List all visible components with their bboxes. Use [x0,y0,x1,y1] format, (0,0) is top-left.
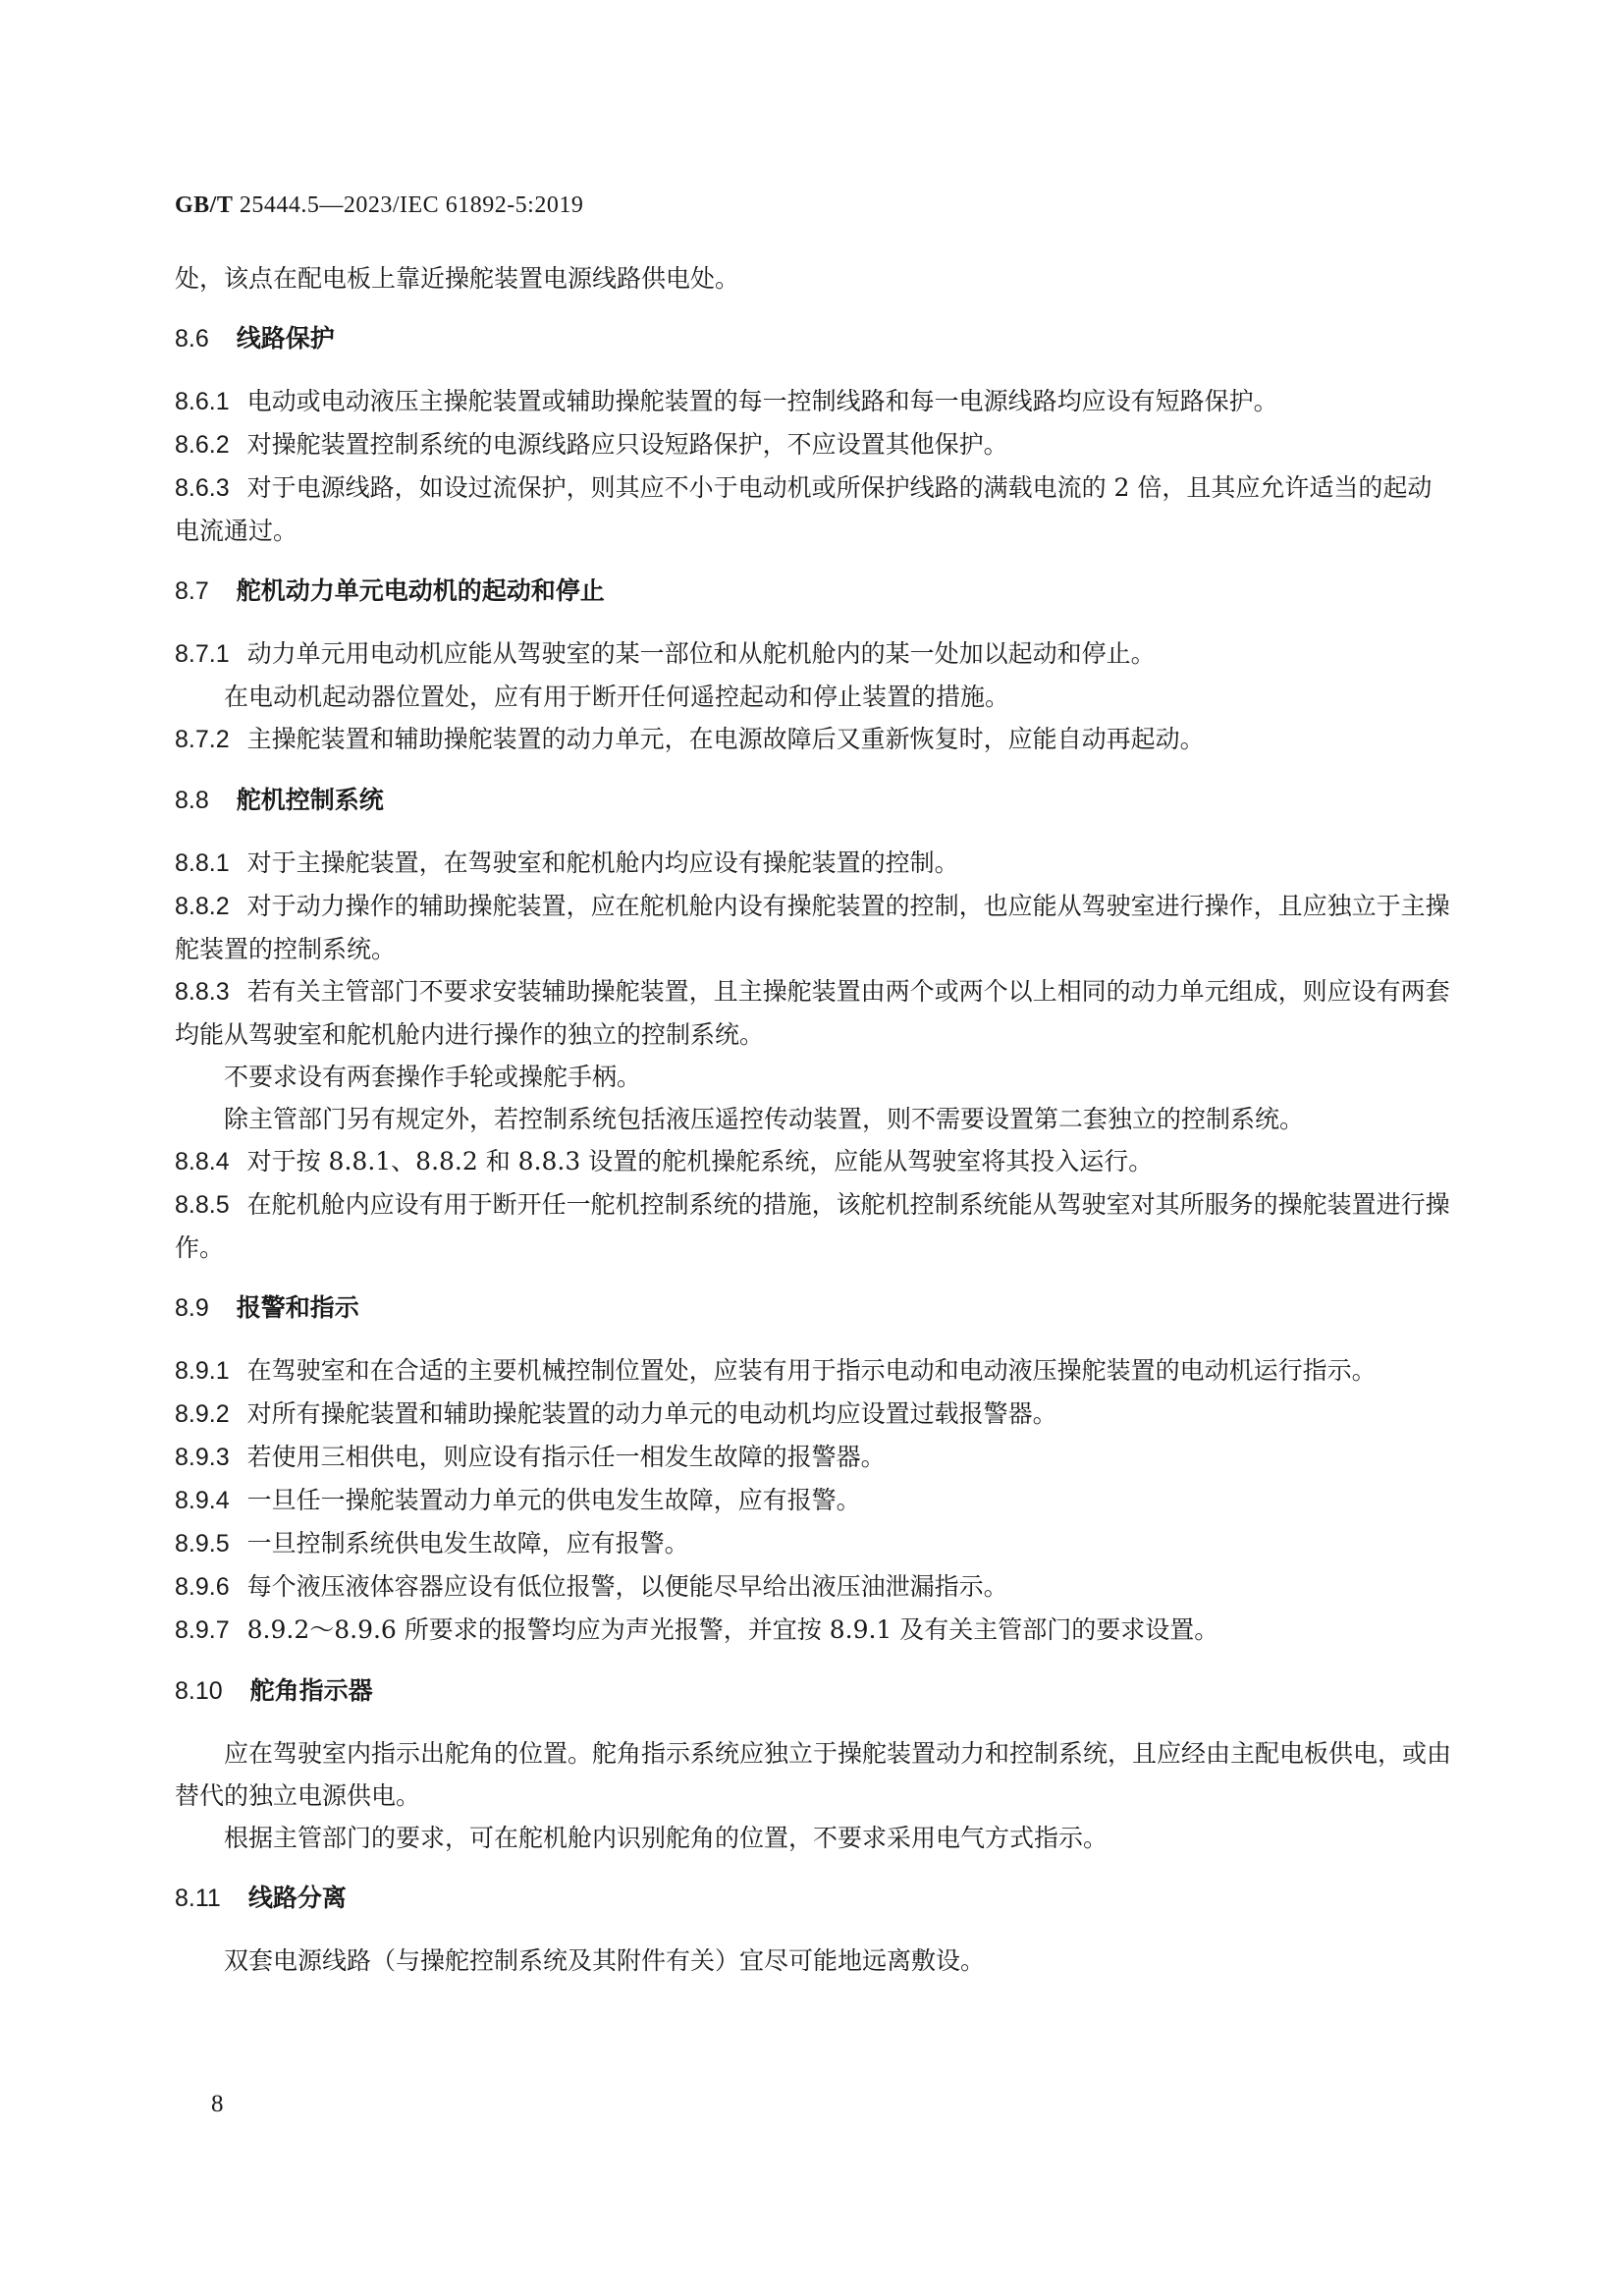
paragraph-text: 一旦任一操舵装置动力单元的供电发生故障，应有报警。 [246,1486,861,1514]
section-number: 8.11 [175,1885,221,1912]
clause-number: 8.8.2 [175,893,230,920]
paragraph-text: 电动或电动液压主操舵装置或辅助操舵装置的每一控制线路和每一电源线路均应设有短路保护。 [246,387,1278,415]
paragraph [175,1056,1451,1098]
section-heading [175,317,1451,360]
paragraph-text: 在电动机起动器位置处，应有用于断开任何遥控起动和停止装置的措施。 [224,683,1010,711]
clause-number: 8.6.1 [175,388,230,415]
section-number: 8.6 [175,325,209,353]
paragraph-text: 除主管部门另有规定外，若控制系统包括液压遥控传动装置，则不需要设置第二套独立的控制系统。 [224,1105,1305,1133]
section-number: 8.8 [175,787,209,814]
paragraph [175,1940,1451,1982]
clause-number: 8.7.1 [175,640,230,668]
paragraph-text: 对于按 8.8.1、8.8.2 和 8.8.3 设置的舵机操舵系统，应能从驾驶室将其投入运行。 [246,1147,1154,1175]
clause-paragraph [175,380,1451,423]
paragraph-text: 每个液压液体容器应设有低位报警，以便能尽早给出液压油泄漏指示。 [246,1572,1008,1601]
section-title: 舵机控制系统 [236,786,384,814]
clause-number: 8.9.7 [175,1616,230,1644]
paragraph-text: 一旦控制系统供电发生故障，应有报警。 [246,1529,689,1558]
clause-number: 8.9.4 [175,1487,230,1514]
clause-number: 8.7.2 [175,726,230,753]
clause-paragraph [175,1183,1451,1269]
clause-paragraph [175,1565,1451,1609]
document-header [175,192,583,219]
clause-number: 8.6.2 [175,431,230,459]
clause-number: 8.6.3 [175,474,230,502]
clause-number: 8.9.5 [175,1530,230,1558]
paragraph-text: 对于动力操作的辅助操舵装置，应在舵机舱内设有操舵装置的控制，也应能从驾驶室进行操作，且应独立于主操舵装置的控制系统。 [175,892,1450,963]
paragraph-text: 应在驾驶室内指示出舵角的位置。舵角指示系统应独立于操舵装置动力和控制系统，且应经由主配电板供电，或由替代的独立电源供电。 [175,1739,1452,1810]
section-heading [175,1877,1451,1920]
paragraph [175,1098,1451,1140]
section-title: 舵机动力单元电动机的起动和停止 [236,576,605,605]
paragraph-text: 对于主操舵装置，在驾驶室和舵机舱内均应设有操舵装置的控制。 [246,848,959,877]
clause-paragraph [175,842,1451,885]
section-heading [175,1669,1451,1713]
paragraph [175,1732,1451,1817]
paragraph-text: 对操舵装置控制系统的电源线路应只设短路保护，不应设置其他保护。 [246,430,1008,459]
section-title: 舵角指示器 [249,1676,373,1705]
clause-paragraph [175,970,1451,1056]
section-number: 8.9 [175,1294,209,1322]
paragraph-text: 处，该点在配电板上靠近操舵装置电源线路供电处。 [175,264,740,293]
clause-paragraph [175,423,1451,466]
paragraph-text: 若使用三相供电，则应设有指示任一相发生故障的报警器。 [246,1443,886,1471]
clause-paragraph [175,718,1451,761]
paragraph-text: 在驾驶室和在合适的主要机械控制位置处，应装有用于指示电动和电动液压操舵装置的电动机运行指示。 [246,1356,1377,1385]
section-title: 报警和指示 [236,1293,359,1322]
paragraph-text: 动力单元用电动机应能从驾驶室的某一部位和从舵机舱内的某一处加以起动和停止。 [246,639,1156,668]
paragraph-text: 对于电源线路，如设过流保护，则其应不小于电动机或所保护线路的满载电流的 2 倍，且其应允许适当的起动电流通过。 [175,473,1433,545]
section-title: 线路分离 [247,1884,347,1912]
section-heading [175,570,1451,613]
clause-number: 8.9.3 [175,1444,230,1471]
section-number: 8.10 [175,1677,223,1705]
clause-paragraph [175,1479,1451,1522]
clause-paragraph [175,1140,1451,1183]
paragraph-text: 双套电源线路（与操舵控制系统及其附件有关）宜尽可能地远离敷设。 [224,1946,986,1975]
paragraph [175,676,1451,718]
clause-paragraph [175,1609,1451,1652]
paragraph-text: 根据主管部门的要求，可在舵机舱内识别舵角的位置，不要求采用电气方式指示。 [224,1824,1109,1852]
section-number: 8.7 [175,577,209,605]
page-number: 8 [211,2091,224,2117]
clause-paragraph [175,1522,1451,1565]
paragraph-text: 在舵机舱内应设有用于断开任一舵机控制系统的措施，该舵机控制系统能从驾驶室对其所服务的操舵装置进行操作。 [175,1190,1450,1262]
section-title: 线路保护 [236,324,335,353]
clause-number: 8.8.1 [175,849,230,877]
standard-number: 25444.5—2023/IEC 61892-5:2019 [233,192,584,218]
clause-paragraph [175,1393,1451,1436]
section-heading [175,1286,1451,1330]
clause-number: 8.9.6 [175,1573,230,1601]
paragraph-text: 不要求设有两套操作手轮或操舵手柄。 [224,1063,642,1091]
paragraph [175,1817,1451,1859]
clause-paragraph [175,1436,1451,1479]
paragraph-text: 对所有操舵装置和辅助操舵装置的动力单元的电动机均应设置过载报警器。 [246,1399,1057,1428]
clause-paragraph [175,885,1451,970]
clause-number: 8.8.4 [175,1148,230,1175]
standard-prefix: GB/T [175,192,234,218]
paragraph [175,257,1451,300]
clause-paragraph [175,466,1451,552]
document-body [175,257,1451,1982]
clause-paragraph [175,1349,1451,1393]
paragraph-text: 主操舵装置和辅助操舵装置的动力单元，在电源故障后又重新恢复时，应能自动再起动。 [246,725,1205,753]
paragraph-text: 若有关主管部门不要求安装辅助操舵装置，且主操舵装置由两个或两个以上相同的动力单元组成，则应设有两套均能从驾驶室和舵机舱内进行操作的独立的控制系统。 [175,977,1450,1049]
clause-paragraph [175,632,1451,676]
clause-number: 8.8.5 [175,1191,230,1219]
paragraph-text: 8.9.2～8.9.6 所要求的报警均应为声光报警，并宜按 8.9.1 及有关主管部门的要求设置。 [246,1615,1219,1644]
section-heading [175,779,1451,822]
clause-number: 8.9.1 [175,1357,230,1385]
clause-number: 8.9.2 [175,1400,230,1428]
clause-number: 8.8.3 [175,978,230,1006]
